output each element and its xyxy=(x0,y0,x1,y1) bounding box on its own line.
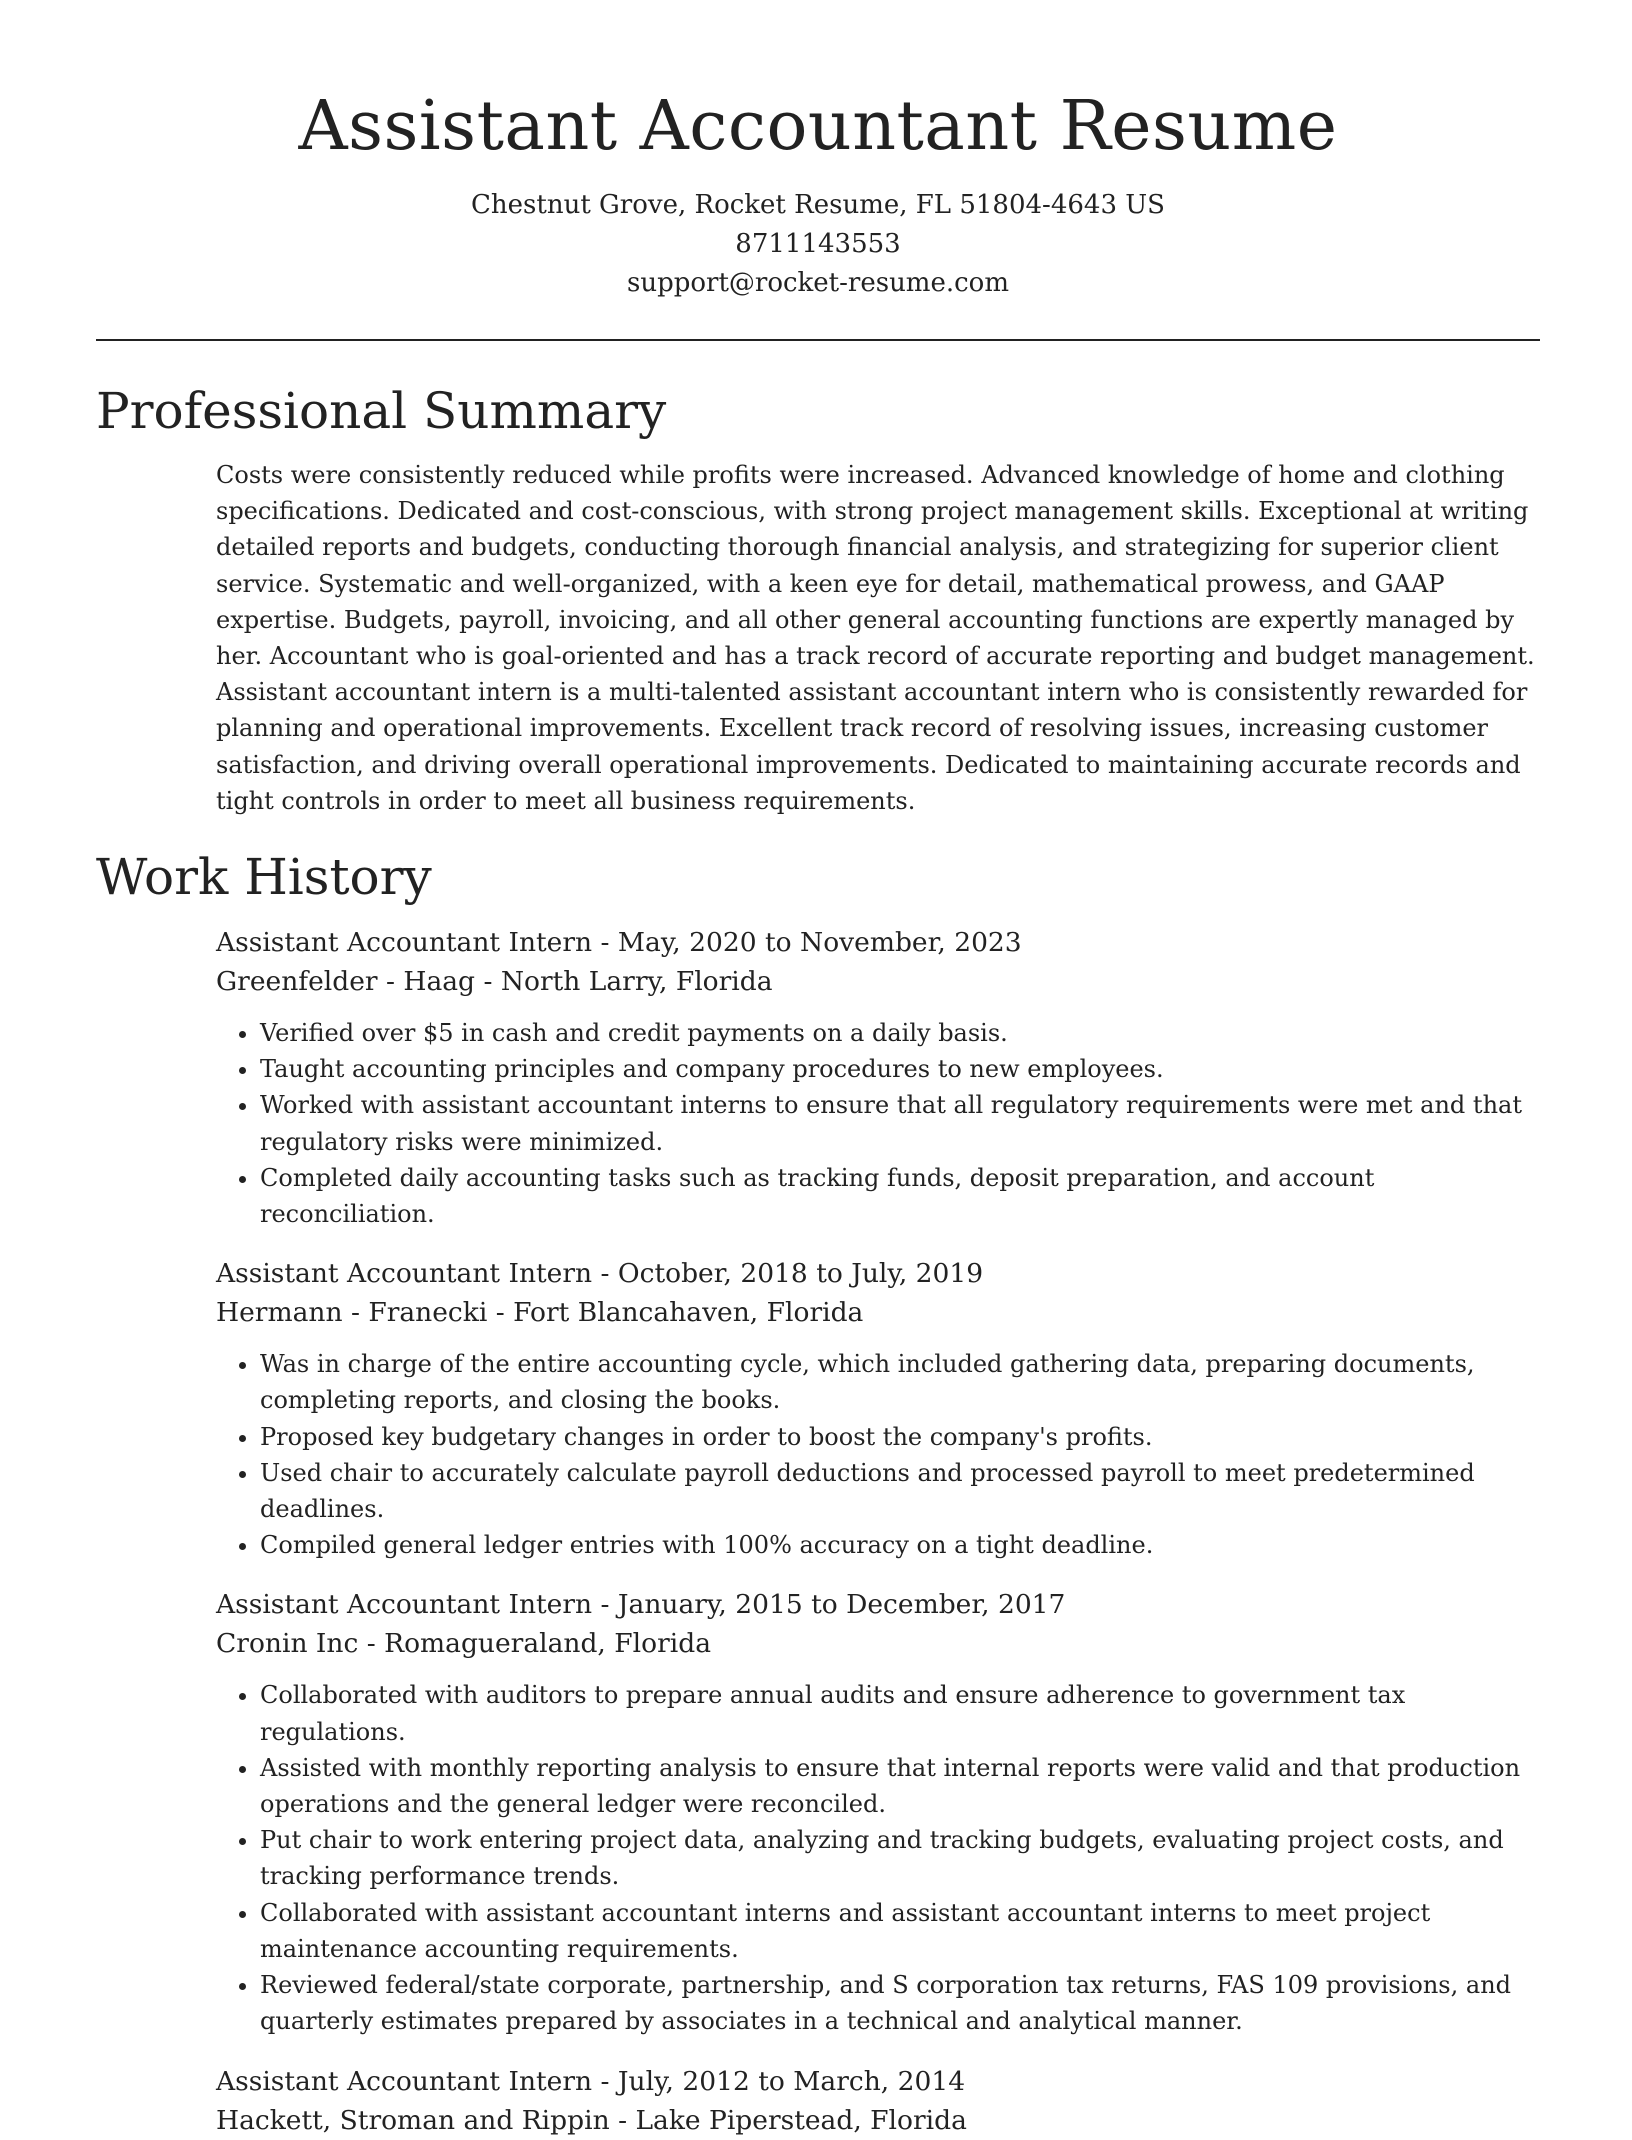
contact-address: Chestnut Grove, Rocket Resume, FL 51804-4643 US xyxy=(471,190,1165,220)
job-location: - Lake Piperstead, Florida xyxy=(609,2104,967,2136)
job-role: Assistant Accountant Intern xyxy=(216,927,593,959)
resume-title: Assistant Accountant Resume xyxy=(298,87,1338,166)
job-title-line xyxy=(216,1254,1540,1293)
job-dates: - October, 2018 to July, 2019 xyxy=(592,1258,984,1290)
job-location: - Romagueraland, Florida xyxy=(358,1628,712,1660)
job-bullet: • Compiled general ledger entries with 100% accuracy on a tight deadline. xyxy=(260,1527,1540,1563)
job-bullet: • Verified over $5 in cash and credit payments on a daily basis. xyxy=(260,1015,1540,1051)
work-history-heading: Work History xyxy=(96,848,432,907)
job-role: Assistant Accountant Intern xyxy=(216,1589,593,1621)
job-company-line xyxy=(216,1293,1540,1332)
job-bullet: • Used chair to accurately calculate payroll deductions and processed payroll to meet predetermined deadlines. xyxy=(260,1455,1540,1527)
job-company: Cronin Inc xyxy=(216,1628,359,1660)
job-bullet: • Put chair to work entering project data, analyzing and tracking budgets, evaluating project costs, and tracking performance trends. xyxy=(260,1822,1540,1894)
job-company: Hermann - Franecki xyxy=(216,1297,488,1329)
job-title-line xyxy=(216,2062,1540,2101)
job-dates: - May, 2020 to November, 2023 xyxy=(592,927,1022,959)
contact-info xyxy=(96,186,1540,303)
job-bullet: • Collaborated with assistant accountant interns and assistant accountant interns to meet project maintenance accounting requirements. xyxy=(260,1895,1540,1967)
job-bullet: • Proposed key budgetary changes in order to boost the company's profits. xyxy=(260,1419,1540,1455)
job-dates: - July, 2012 to March, 2014 xyxy=(592,2065,966,2097)
resume-header xyxy=(96,0,1540,303)
summary-heading: Professional Summary xyxy=(96,382,667,440)
work-history-list xyxy=(216,923,1540,2139)
job-bullet: • Collaborated with auditors to prepare annual audits and ensure adherence to government tax regulations. xyxy=(260,1677,1540,1749)
job-location: - North Larry, Florida xyxy=(475,966,773,998)
job-company-line xyxy=(216,962,1540,1001)
job-bullet: • Assisted with monthly reporting analysis to ensure that internal reports were valid and that production operations and the general ledger were reconciled. xyxy=(260,1750,1540,1822)
job-bullet-list xyxy=(216,1677,1540,2039)
job-role: Assistant Accountant Intern xyxy=(216,1258,593,1290)
job-bullet: • Worked with assistant accountant interns to ensure that all regulatory requirements were met and that regulatory risks were minimized. xyxy=(260,1087,1540,1159)
job-bullet: • Reviewed federal/state corporate, partnership, and S corporation tax returns, FAS 109 provisions, and quarterly estimates prepared by associates in a technical and analytical manner. xyxy=(260,1967,1540,2039)
job-bullet: • Was in charge of the entire accounting cycle, which included gathering data, preparing documents, completing reports, and closing the books. xyxy=(260,1346,1540,1418)
header-divider xyxy=(96,339,1540,341)
resume-page xyxy=(96,0,1540,2140)
job-company-line xyxy=(216,2101,1540,2140)
job-bullet-list xyxy=(216,1346,1540,1563)
contact-email: support@rocket-resume.com xyxy=(626,268,1009,298)
job-location: - Fort Blancahaven, Florida xyxy=(487,1297,864,1329)
job-entry xyxy=(216,1254,1540,1563)
job-company: Hackett, Stroman and Rippin xyxy=(216,2104,610,2136)
job-title-line xyxy=(216,1585,1540,1624)
job-company: Greenfelder - Haag xyxy=(216,966,476,998)
job-entry xyxy=(216,1585,1540,2039)
job-company-line xyxy=(216,1624,1540,1663)
job-bullet: • Completed daily accounting tasks such as tracking funds, deposit preparation, and account reconciliation. xyxy=(260,1160,1540,1232)
summary-text: Costs were consistently reduced while profits were increased. Advanced knowledge of home and clothing specifications. Dedicated and cost-conscious, with strong project management skills. Exceptional at writing detailed reports and budgets, conducting thorough financial analysis, and strategizing for superior client service. Systematic and well-organized, with a keen eye for detail, mathematical prowess, and GAAP expertise. Budgets, payroll, invoicing, and all other general accounting functions are expertly managed by her. Accountant who is goal-oriented and has a track record of accurate reporting and budget management. Assistant accountant intern is a multi-talented assistant accountant intern who is consistently rewarded for planning and operational improvements. Excellent track record of resolving issues, increasing customer satisfaction, and driving overall operational improvements. Dedicated to maintaining accurate records and tight controls in order to meet all business requirements. xyxy=(216,461,1535,815)
job-dates: - January, 2015 to December, 2017 xyxy=(592,1589,1066,1621)
job-role: Assistant Accountant Intern xyxy=(216,2065,593,2097)
job-entry xyxy=(216,923,1540,1232)
job-entry xyxy=(216,2062,1540,2140)
job-bullet: • Taught accounting principles and company procedures to new employees. xyxy=(260,1051,1540,1087)
contact-phone: 8711143553 xyxy=(735,229,901,259)
job-title-line xyxy=(216,923,1540,962)
job-bullet-list xyxy=(216,1015,1540,1232)
